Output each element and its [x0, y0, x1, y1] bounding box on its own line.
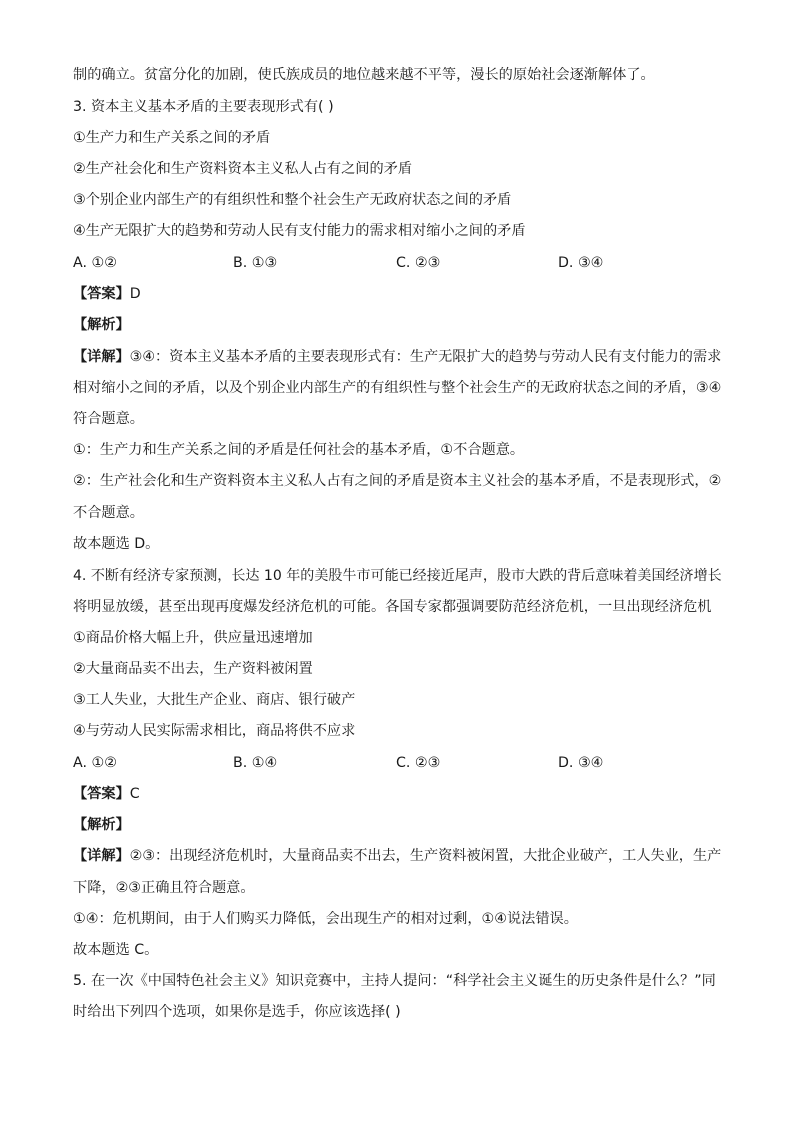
answer-label: 【答案】: [73, 786, 130, 802]
answer-value: C: [129, 786, 140, 802]
q4-option-c: C. ②③: [396, 755, 441, 771]
q3-option-d: D. ③④: [558, 255, 604, 271]
q4-item-4: ④与劳动人民实际需求相比，商品将供不应求: [73, 723, 356, 739]
q3-item-3: ③个别企业内部生产的有组织性和整个社会生产无政府状态之间的矛盾: [73, 192, 512, 208]
q4-detail-line-4: 故本题选 C。: [73, 942, 159, 958]
q3-detail-line-1: [73, 347, 721, 367]
detail-label: 【详解】: [73, 349, 130, 365]
q4-answer: [73, 784, 140, 804]
q4-detail-line-2: 下降，②③正确且符合题意。: [73, 880, 255, 896]
q5-stem-line-1: 5. 在一次《中国特色社会主义》知识竞赛中，主持人提问：“科学社会主义诞生的历史条件是什么？”同: [73, 973, 716, 989]
q3-item-2: ②生产社会化和生产资料资本主义私人占有之间的矛盾: [73, 161, 413, 177]
q4-option-b: B. ①④: [233, 755, 278, 771]
q3-stem: 3. 资本主义基本矛盾的主要表现形式有( ): [73, 99, 334, 115]
q3-analysis-label: [73, 315, 130, 335]
intro-line: 制的确立。贫富分化的加剧，使氏族成员的地位越来越不平等，漫长的原始社会逐渐解体了。: [73, 67, 655, 83]
q3-detail-line-7: 故本题选 D。: [73, 536, 160, 552]
q4-option-d: D. ③④: [558, 755, 604, 771]
q3-item-4: ④生产无限扩大的趋势和劳动人民有支付能力的需求相对缩小之间的矛盾: [73, 223, 526, 239]
answer-label: 【答案】: [73, 286, 130, 302]
analysis-label: 【解析】: [73, 317, 130, 333]
q4-analysis-label: [73, 815, 130, 835]
q4-stem-line-1: 4. 不断有经济专家预测，长达 10 年的美股牛市可能已经接近尾声，股市大跌的背后意味着美国经济增长: [73, 568, 722, 584]
q3-detail-line-5: ②：生产社会化和生产资料资本主义私人占有之间的矛盾是资本主义社会的基本矛盾，不是表现形式，②: [73, 473, 722, 489]
q3-option-b: B. ①③: [233, 255, 278, 271]
q4-stem-line-2: 将明显放缓，甚至出现再度爆发经济危机的可能。各国专家都强调要防范经济危机，一旦出现经济危机: [73, 599, 712, 615]
q3-detail-line-2: 相对缩小之间的矛盾，以及个别企业内部生产的有组织性与整个社会生产的无政府状态之间的矛盾，③④: [73, 380, 722, 396]
detail-text: ③④：资本主义基本矛盾的主要表现形式有：生产无限扩大的趋势与劳动人民有支付能力的需求: [129, 349, 722, 365]
q3-detail-line-6: 不合题意。: [73, 505, 144, 521]
q4-item-3: ③工人失业，大批生产企业、商店、银行破产: [73, 692, 356, 708]
q4-item-1: ①商品价格大幅上升，供应量迅速增加: [73, 630, 313, 646]
detail-text: ②③：出现经济危机时，大量商品卖不出去，生产资料被闲置，大批企业破产，工人失业，生产: [129, 848, 722, 864]
q3-answer: [73, 284, 141, 304]
detail-label: 【详解】: [73, 848, 130, 864]
q5-stem-line-2: 时给出下列四个选项，如果你是选手，你应该选择( ): [73, 1004, 401, 1020]
q4-item-2: ②大量商品卖不出去，生产资料被闲置: [73, 661, 313, 677]
answer-value: D: [129, 286, 141, 302]
q3-detail-line-4: ①：生产力和生产关系之间的矛盾是任何社会的基本矛盾，①不合题意。: [73, 442, 525, 458]
q4-detail-line-3: ①④：危机期间，由于人们购买力降低，会出现生产的相对过剩，①④说法错误。: [73, 911, 578, 927]
q3-option-c: C. ②③: [396, 255, 441, 271]
q3-option-a: A. ①②: [73, 255, 117, 271]
q3-detail-line-3: 符合题意。: [73, 411, 144, 427]
q4-detail-line-1: [73, 846, 721, 866]
analysis-label: 【解析】: [73, 817, 130, 833]
q4-option-a: A. ①②: [73, 755, 117, 771]
q3-item-1: ①生产力和生产关系之间的矛盾: [73, 130, 271, 146]
